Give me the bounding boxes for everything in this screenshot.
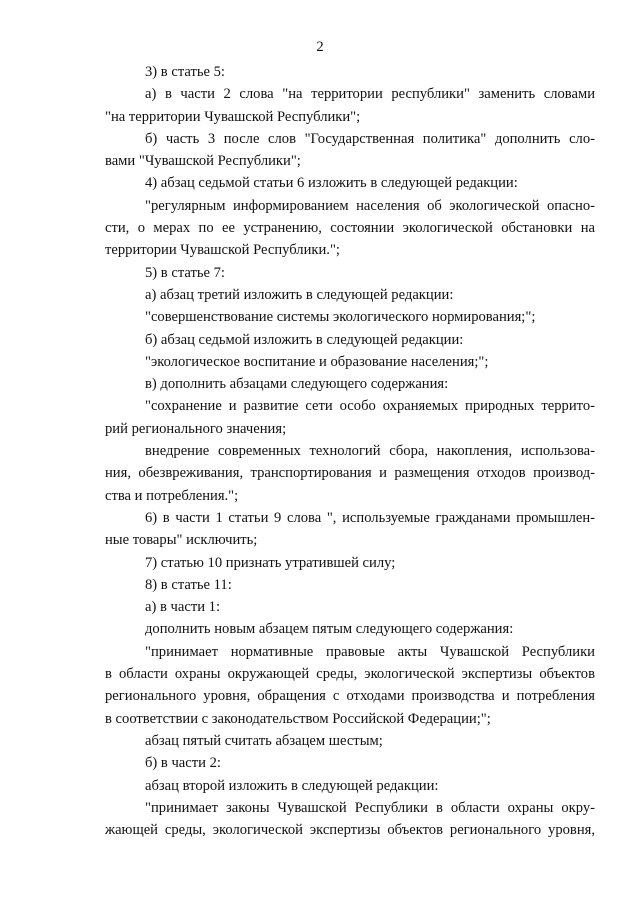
text-line: рий регионального значения;	[105, 420, 287, 437]
text-line: "регулярным информированием населения об экологической опасно-	[145, 197, 595, 214]
text-line: дополнить новым абзацем пятым следующего содержания:	[145, 621, 514, 638]
text-line: ния, обезвреживания, транспортирования и размещения отходов производ-	[105, 465, 595, 482]
text-line: б) часть 3 после слов "Государственная политика" дополнить сло-	[145, 130, 595, 147]
text-line: сти, о мерах по ее устранению, состоянии экологической обстановки на	[105, 220, 595, 237]
text-line: ства и потребления.";	[105, 487, 239, 504]
text-line: 4) абзац седьмой статьи 6 изложить в следующей редакции:	[145, 175, 518, 192]
text-line: в области охраны окружающей среды, экологической экспертизы объектов	[105, 666, 595, 683]
text-line: абзац пятый считать абзацем шестым;	[145, 732, 383, 749]
text-line: 7) статью 10 признать утратившей силу;	[145, 554, 396, 571]
text-line: "на территории Чувашской Республики";	[105, 108, 361, 125]
text-line: 3) в статье 5:	[145, 64, 225, 80]
text-line: а) в части 2 слова "на территории республики" заменить словами	[145, 86, 595, 103]
text-line: 8) в статье 11:	[145, 576, 232, 593]
text-line: "экологическое воспитание и образование населения;";	[145, 353, 489, 370]
document-body	[105, 61, 595, 841]
text-line: а) абзац третий изложить в следующей редакции:	[145, 286, 454, 303]
text-line: в соответствии с законодательством Российской Федерации;";	[105, 710, 491, 727]
text-line: территории Чувашской Республики.";	[105, 242, 340, 259]
text-line: б) в части 2:	[145, 755, 221, 772]
text-line: а) в части 1:	[145, 599, 221, 616]
text-line: 5) в статье 7:	[145, 264, 225, 281]
text-line: "принимает законы Чувашской Республики в области охраны окру-	[145, 799, 595, 816]
text-line: "принимает нормативные правовые акты Чувашской Республики	[145, 643, 595, 660]
text-line: "сохранение и развитие сети особо охраняемых природных террито-	[145, 398, 595, 415]
text-line: б) абзац седьмой изложить в следующей редакции:	[145, 331, 464, 348]
text-line: вами "Чувашской Республики";	[105, 153, 301, 170]
text-line: внедрение современных технологий сбора, накопления, использова-	[145, 443, 595, 460]
text-line: регионального уровня, обращения с отходами производства и потребления	[105, 688, 595, 705]
text-line: абзац второй изложить в следующей редакции:	[145, 777, 439, 794]
text-line: ные товары" исключить;	[105, 532, 258, 549]
text-line: 6) в части 1 статьи 9 слова ", используемые гражданами промышлен-	[145, 509, 595, 526]
page-number: 2	[316, 39, 324, 55]
text-line: жающей среды, экологической экспертизы объектов регионального уровня,	[105, 822, 595, 839]
text-line: в) дополнить абзацами следующего содержания:	[145, 376, 449, 393]
text-line: "совершенствование системы экологического нормирования;";	[145, 309, 536, 326]
